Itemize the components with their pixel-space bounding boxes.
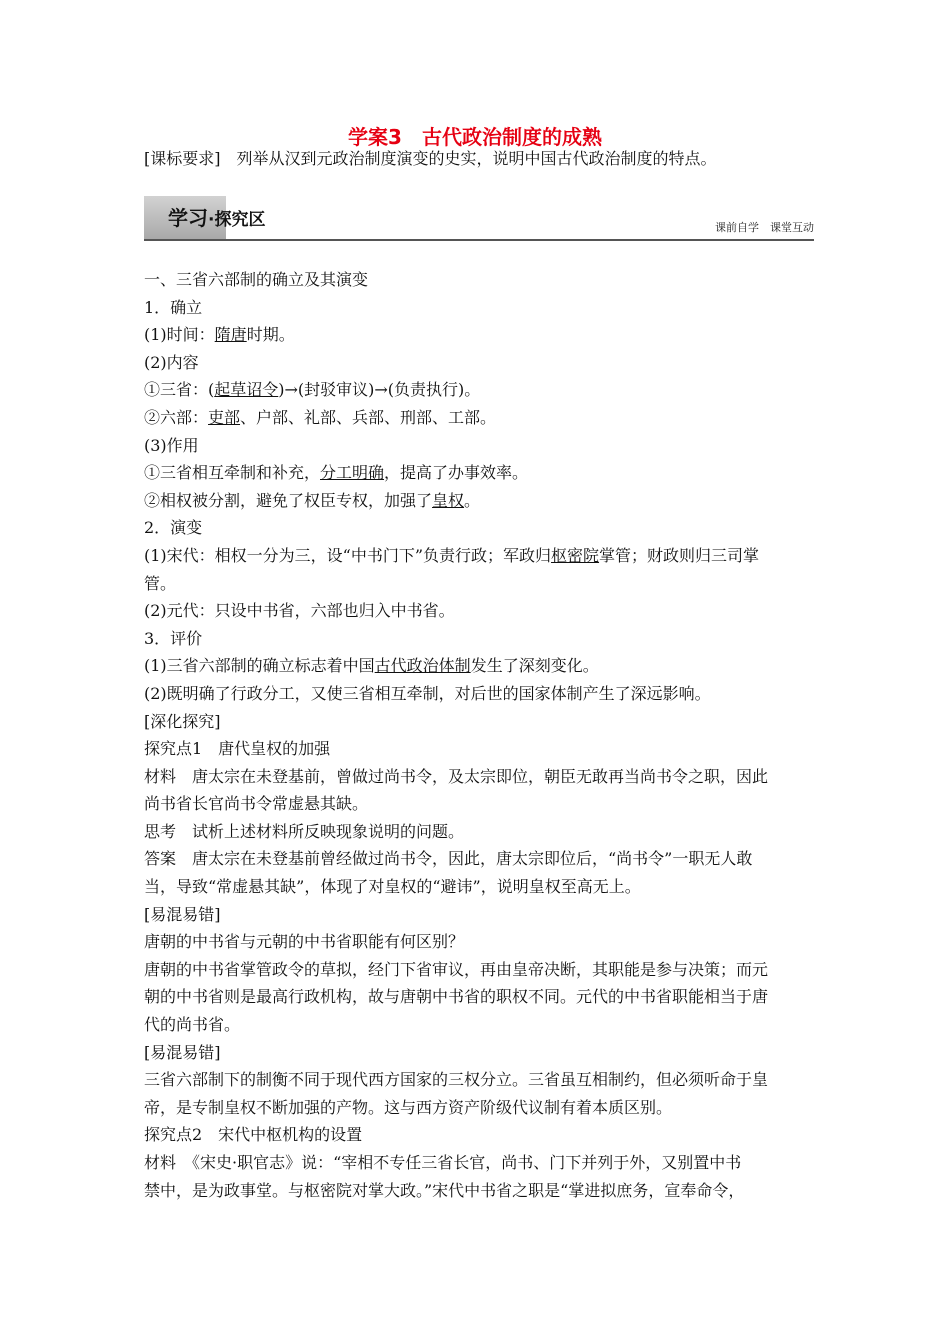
text-segment: 当，导致“常虚悬其缺”，体现了对皇权的“避讳”，说明皇权至高无上。 [144,877,641,897]
text-segment: 思考 试析上述材料所反映现象说明的问题。 [144,821,465,841]
underlined-answer: 皇权 [432,490,465,510]
text-segment: (3)作用 [144,435,199,455]
text-line [144,1094,814,1122]
underlined-answer: 古代政治体制 [374,656,471,676]
text-line [144,1149,814,1177]
text-line [144,625,814,653]
text-line [144,763,814,791]
text-segment: 唐朝的中书省与元朝的中书省职能有何区别？ [144,932,465,952]
text-line [144,432,814,460]
text-segment: (1)时间： [144,325,215,345]
text-line [144,404,814,432]
text-line [144,790,814,818]
text-line [144,542,814,570]
text-segment: 一、三省六部制的确立及其演变 [144,270,369,289]
underlined-answer: 隋唐 [214,325,247,345]
text-segment: 禁中，是为政事堂。与枢密院对掌大政。”宋代中书省之职是“掌进拟庶务，宣奉命令， [144,1180,745,1200]
text-line [144,845,814,873]
text-line [144,983,814,1011]
text-line [144,294,814,322]
text-segment: 3．评价 [144,628,203,648]
text-line [144,956,814,984]
text-segment: 、户部、礼部、兵部、刑部、工部。 [240,407,497,427]
text-segment: [易混易错] [144,904,221,924]
text-line [144,321,814,349]
text-segment: )→(封驳审议)→(负责执行)。 [278,380,481,400]
text-segment: 2．演变 [144,518,203,538]
text-segment: 探究点1 唐代皇权的加强 [144,739,331,759]
text-segment: 尚书省长官尚书令常虚悬其缺。 [144,794,369,814]
text-line [144,376,814,404]
text-segment: 材料 《宋史·职官志》说：“宰相不专任三省长官，尚书、门下并列于外，又别置中书 [144,1153,742,1172]
text-line [144,928,814,956]
text-line [144,652,814,680]
banner-right-label: 课前自学 课堂互动 [715,221,814,234]
text-segment: ，提高了办事效率。 [384,463,529,483]
text-segment: [易混易错] [144,1042,221,1062]
text-line [144,570,814,598]
text-line [144,1121,814,1149]
underlined-answer: 分工明确 [320,463,385,483]
text-segment: 管。 [144,573,177,593]
curriculum-requirement: [课标要求] 列举从汉到元政治制度演变的史实，说明中国古代政治制度的特点。 [144,149,717,168]
text-segment: 唐朝的中书省掌管政令的草拟，经门下省审议，再由皇帝决断，其职能是参与决策；而元 [144,959,769,979]
banner-main: 学习 [168,206,208,230]
text-line [144,1039,814,1067]
text-line [144,708,814,736]
section-banner [144,196,814,242]
text-segment: 时期。 [246,325,295,345]
underlined-answer: 起草诏令 [214,380,279,400]
underlined-answer: 枢密院 [551,545,600,565]
text-segment: 掌管；财政则归三司掌 [599,545,760,565]
text-line [144,1066,814,1094]
text-segment: 帝，是专制皇权不断加强的产物。这与西方资产阶级代议制有着本质区别。 [144,1097,673,1117]
text-segment: ①三省：( [144,380,215,400]
text-line [144,873,814,901]
text-line [144,266,814,294]
text-segment: ②相权被分割，避免了权臣专权，加强了 [144,490,433,510]
text-segment: 发生了深刻变化。 [470,656,599,676]
text-segment: (1)宋代：相权一分为三，设“中书门下”负责行政；军政归 [144,545,552,565]
text-segment: (2)内容 [144,352,199,372]
text-line [144,459,814,487]
text-segment: (2)元代：只设中书省，六部也归入中书省。 [144,601,455,621]
text-segment: [深化探究] [144,711,221,731]
text-line [144,349,814,377]
text-line [144,901,814,929]
banner-divider [144,239,814,241]
text-line [144,487,814,515]
banner-sub: ·探究区 [208,210,266,230]
text-segment: 三省六部制下的制衡不同于现代西方国家的三权分立。三省虽互相制约，但必须听命于皇 [144,1070,769,1090]
text-line [144,818,814,846]
text-segment: ②六部： [144,407,209,427]
text-segment: 探究点2 宋代中枢机构的设置 [144,1125,363,1145]
text-line [144,1177,814,1205]
text-line [144,514,814,542]
text-line [144,597,814,625]
text-segment: 朝的中书省则是最高行政机构，故与唐朝中书省的职权不同。元代的中书省职能相当于唐 [144,987,769,1007]
underlined-answer: 吏部 [208,407,241,427]
text-segment: (1)三省六部制的确立标志着中国 [144,656,375,676]
text-segment: 。 [464,490,481,510]
text-line [144,1011,814,1039]
text-segment: 答案 唐太宗在未登基前曾经做过尚书令，因此，唐太宗即位后，“尚书令”一职无人敢 [144,849,753,869]
text-segment: 材料 唐太宗在未登基前，曾做过尚书令，及太宗即位，朝臣无敢再当尚书令之职，因此 [144,766,769,786]
text-segment: 1．确立 [144,297,203,317]
document-body [144,266,814,1204]
text-segment: 代的尚书省。 [144,1015,241,1035]
text-segment: (2)既明确了行政分工，又使三省相互牵制，对后世的国家体制产生了深远影响。 [144,683,711,703]
text-line [144,680,814,708]
text-line [144,735,814,763]
text-segment: ①三省相互牵制和补充， [144,463,321,483]
page-title: 学案3 古代政治制度的成熟 [348,125,602,149]
banner-title [168,204,265,234]
